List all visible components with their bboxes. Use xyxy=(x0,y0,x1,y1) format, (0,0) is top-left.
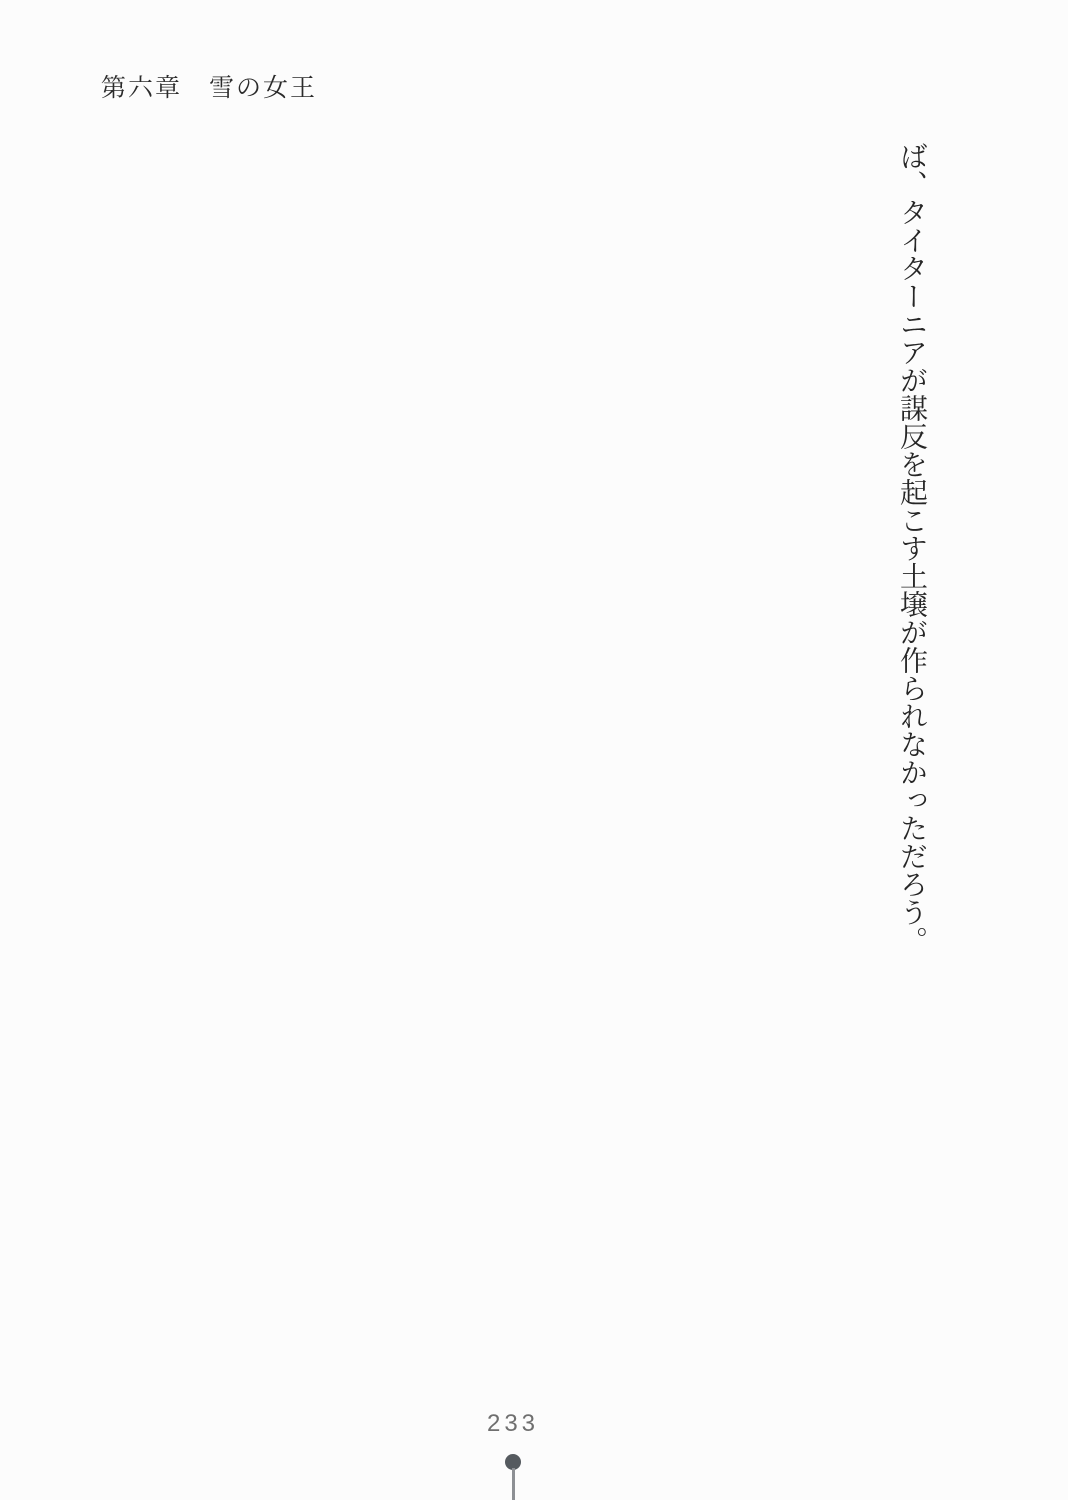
stem-line xyxy=(512,1468,515,1500)
body-text xyxy=(0,142,934,1268)
page-number: 233 xyxy=(486,1410,540,1437)
chapter-header: 第六章 雪の女王 xyxy=(101,75,318,102)
text-column: ば、タイターニアが謀反を起こす土壌が作られなかっただろう。 xyxy=(896,142,927,954)
page-ornament xyxy=(505,1454,521,1500)
